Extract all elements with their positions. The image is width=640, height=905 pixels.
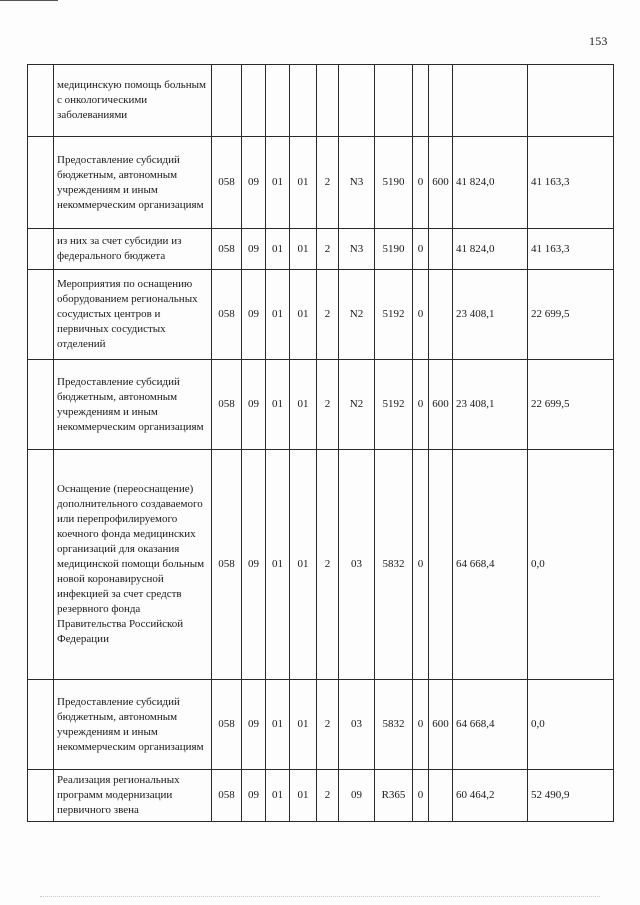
subsection-code: 01 bbox=[266, 450, 290, 680]
ministry-code: 058 bbox=[212, 137, 242, 229]
ministry-code: 058 bbox=[212, 360, 242, 450]
project-code: N3 bbox=[339, 229, 375, 270]
project-code: 03 bbox=[339, 450, 375, 680]
row-name: Мероприятия по оснащению оборудованием региональных сосудистых центров и первичных сосудистых отделений bbox=[54, 270, 212, 360]
row-name: Предоставление субсидий бюджетным, автономным учреждениям и иным некоммерческим организациям bbox=[54, 680, 212, 770]
ministry-code: 058 bbox=[212, 450, 242, 680]
row-marker-cell bbox=[28, 680, 54, 770]
table-row bbox=[28, 137, 614, 229]
subprogram-code: 2 bbox=[317, 680, 339, 770]
subsection-code: 01 bbox=[266, 270, 290, 360]
expense-type-code: 600 bbox=[429, 680, 453, 770]
value-2: 0,0 bbox=[528, 450, 614, 680]
value-1: 23 408,1 bbox=[453, 270, 528, 360]
value-1: 41 824,0 bbox=[453, 229, 528, 270]
row-marker-cell bbox=[28, 450, 54, 680]
direction-code: 5832 bbox=[375, 680, 413, 770]
sub-code: 0 bbox=[413, 360, 429, 450]
project-code: N2 bbox=[339, 270, 375, 360]
row-name: Предоставление субсидий бюджетным, автономным учреждениям и иным некоммерческим организациям bbox=[54, 360, 212, 450]
row-marker-cell bbox=[28, 65, 54, 137]
ministry-code: 058 bbox=[212, 229, 242, 270]
project-code: N2 bbox=[339, 360, 375, 450]
section-code: 09 bbox=[242, 360, 266, 450]
row-name: Оснащение (переоснащение) дополнительного создаваемого или перепрофилируемого коечного фонда медицинских организаций для оказания медицинской помощи больным новой коронавирусной инфекцией за счет средств резервного фонда Правительства Российской Федерации bbox=[54, 450, 212, 680]
section-code: 09 bbox=[242, 770, 266, 822]
project-code: 03 bbox=[339, 680, 375, 770]
program-code bbox=[290, 65, 317, 137]
expense-type-code: 600 bbox=[429, 137, 453, 229]
section-code: 09 bbox=[242, 270, 266, 360]
sub-code bbox=[413, 65, 429, 137]
expense-type-code bbox=[429, 770, 453, 822]
page-number: 153 bbox=[589, 34, 608, 48]
subprogram-code: 2 bbox=[317, 229, 339, 270]
expense-type-code bbox=[429, 450, 453, 680]
subprogram-code: 2 bbox=[317, 360, 339, 450]
subsection-code: 01 bbox=[266, 137, 290, 229]
section-code: 09 bbox=[242, 680, 266, 770]
row-name: Реализация региональных программ модернизации первичного звена bbox=[54, 770, 212, 822]
ministry-code: 058 bbox=[212, 770, 242, 822]
project-code bbox=[339, 65, 375, 137]
top-rule bbox=[0, 0, 58, 1]
expense-type-code bbox=[429, 270, 453, 360]
table-row bbox=[28, 450, 614, 680]
subprogram-code bbox=[317, 65, 339, 137]
expense-type-code: 600 bbox=[429, 360, 453, 450]
program-code: 01 bbox=[290, 680, 317, 770]
subsection-code bbox=[266, 65, 290, 137]
project-code: N3 bbox=[339, 137, 375, 229]
ministry-code bbox=[212, 65, 242, 137]
program-code: 01 bbox=[290, 229, 317, 270]
program-code: 01 bbox=[290, 770, 317, 822]
subprogram-code: 2 bbox=[317, 450, 339, 680]
value-1: 64 668,4 bbox=[453, 450, 528, 680]
value-1 bbox=[453, 65, 528, 137]
table-row bbox=[28, 360, 614, 450]
value-2 bbox=[528, 65, 614, 137]
direction-code: 5190 bbox=[375, 137, 413, 229]
value-2: 0,0 bbox=[528, 680, 614, 770]
value-2: 41 163,3 bbox=[528, 137, 614, 229]
row-name: медицинскую помощь больным с онкологическими заболеваниями bbox=[54, 65, 212, 137]
footer-scan-artifact bbox=[40, 896, 600, 897]
section-code: 09 bbox=[242, 137, 266, 229]
ministry-code: 058 bbox=[212, 270, 242, 360]
sub-code: 0 bbox=[413, 137, 429, 229]
subsection-code: 01 bbox=[266, 360, 290, 450]
value-1: 23 408,1 bbox=[453, 360, 528, 450]
row-marker-cell bbox=[28, 229, 54, 270]
program-code: 01 bbox=[290, 360, 317, 450]
row-name: Предоставление субсидий бюджетным, автономным учреждениям и иным некоммерческим организациям bbox=[54, 137, 212, 229]
direction-code: 5192 bbox=[375, 270, 413, 360]
row-marker-cell bbox=[28, 770, 54, 822]
direction-code: 5192 bbox=[375, 360, 413, 450]
table-row bbox=[28, 680, 614, 770]
direction-code: R365 bbox=[375, 770, 413, 822]
value-1: 60 464,2 bbox=[453, 770, 528, 822]
row-marker-cell bbox=[28, 360, 54, 450]
program-code: 01 bbox=[290, 270, 317, 360]
expense-type-code bbox=[429, 65, 453, 137]
project-code: 09 bbox=[339, 770, 375, 822]
section-code: 09 bbox=[242, 450, 266, 680]
value-2: 22 699,5 bbox=[528, 270, 614, 360]
subsection-code: 01 bbox=[266, 770, 290, 822]
sub-code: 0 bbox=[413, 450, 429, 680]
table-row bbox=[28, 229, 614, 270]
sub-code: 0 bbox=[413, 770, 429, 822]
subprogram-code: 2 bbox=[317, 270, 339, 360]
value-1: 64 668,4 bbox=[453, 680, 528, 770]
subprogram-code: 2 bbox=[317, 770, 339, 822]
section-code: 09 bbox=[242, 229, 266, 270]
value-2: 41 163,3 bbox=[528, 229, 614, 270]
row-marker-cell bbox=[28, 137, 54, 229]
table-row bbox=[28, 270, 614, 360]
value-1: 41 824,0 bbox=[453, 137, 528, 229]
section-code bbox=[242, 65, 266, 137]
subsection-code: 01 bbox=[266, 680, 290, 770]
row-name: из них за счет субсидии из федерального бюджета bbox=[54, 229, 212, 270]
sub-code: 0 bbox=[413, 229, 429, 270]
subsection-code: 01 bbox=[266, 229, 290, 270]
direction-code: 5832 bbox=[375, 450, 413, 680]
direction-code bbox=[375, 65, 413, 137]
program-code: 01 bbox=[290, 450, 317, 680]
direction-code: 5190 bbox=[375, 229, 413, 270]
table-row bbox=[28, 65, 614, 137]
budget-table bbox=[27, 64, 614, 822]
expense-type-code bbox=[429, 229, 453, 270]
row-marker-cell bbox=[28, 270, 54, 360]
value-2: 52 490,9 bbox=[528, 770, 614, 822]
sub-code: 0 bbox=[413, 680, 429, 770]
sub-code: 0 bbox=[413, 270, 429, 360]
subprogram-code: 2 bbox=[317, 137, 339, 229]
table-row bbox=[28, 770, 614, 822]
program-code: 01 bbox=[290, 137, 317, 229]
value-2: 22 699,5 bbox=[528, 360, 614, 450]
ministry-code: 058 bbox=[212, 680, 242, 770]
